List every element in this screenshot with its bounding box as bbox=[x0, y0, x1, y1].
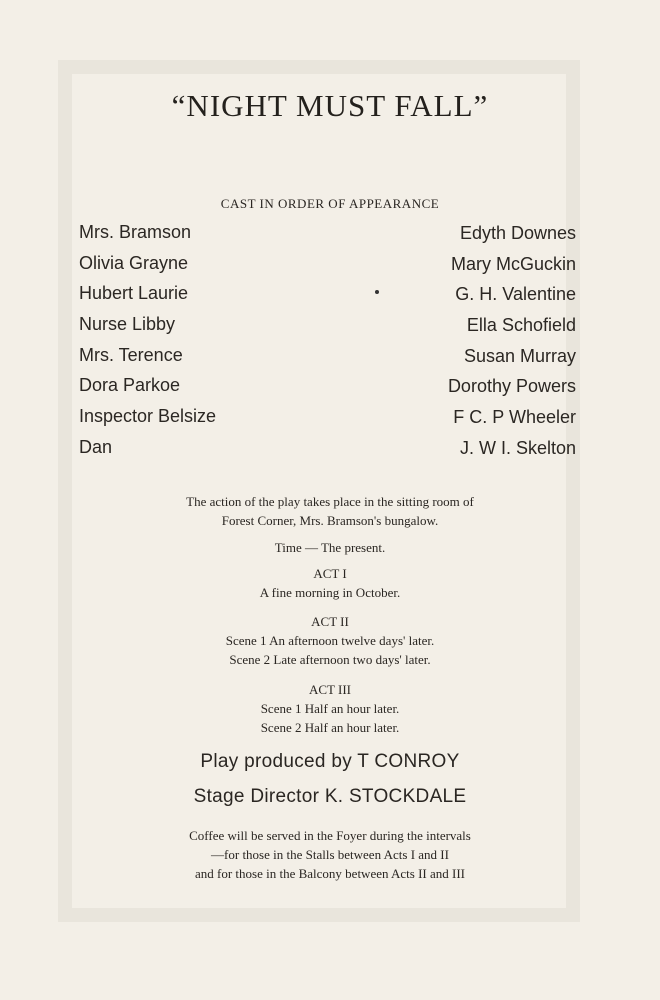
setting-block bbox=[0, 492, 660, 530]
cast-row bbox=[0, 283, 660, 314]
cast-actor: Mary McGuckin bbox=[450, 253, 576, 274]
cast-actor: Susan Murray bbox=[463, 345, 576, 366]
cast-actor: Dorothy Powers bbox=[447, 376, 576, 397]
notice-line: —for those in the Stalls between Acts I and II bbox=[211, 847, 449, 862]
cast-row bbox=[0, 437, 660, 468]
scene-line: A fine morning in October. bbox=[259, 585, 401, 600]
act-three bbox=[0, 680, 660, 737]
cast-actor: Edyth Downes bbox=[459, 223, 576, 243]
cast-role: Inspector Belsize bbox=[79, 406, 217, 427]
act-heading: ACT III bbox=[308, 682, 351, 697]
time-line: Time — The present. bbox=[274, 540, 386, 555]
cast-actor: F C. P Wheeler bbox=[453, 407, 576, 428]
scene-line: Scene 2 Late afternoon two days' later. bbox=[229, 652, 431, 667]
cast-role: Dan bbox=[79, 436, 113, 457]
coffee-notice bbox=[0, 826, 660, 883]
ink-dot bbox=[375, 290, 379, 294]
setting-line: The action of the play takes place in the sitting room of bbox=[186, 494, 474, 509]
stage-director-credit: Stage Director K. STOCKDALE bbox=[193, 786, 467, 807]
act-two bbox=[0, 612, 660, 669]
notice-line: Coffee will be served in the Foyer during the intervals bbox=[189, 828, 471, 843]
act-one bbox=[0, 564, 660, 602]
cast-row bbox=[0, 222, 660, 253]
cast-role: Hubert Laurie bbox=[79, 283, 189, 304]
scene-line: Scene 1 An afternoon twelve days' later. bbox=[225, 633, 435, 648]
cast-role: Nurse Libby bbox=[79, 314, 176, 335]
cast-row bbox=[0, 406, 660, 437]
act-heading: ACT I bbox=[313, 566, 347, 581]
cast-row bbox=[0, 253, 660, 284]
cast-heading: CAST IN ORDER OF APPEARANCE bbox=[220, 196, 440, 211]
cast-actor: J. W I. Skelton bbox=[459, 437, 576, 458]
cast-role: Mrs. Bramson bbox=[79, 222, 192, 242]
cast-row bbox=[0, 375, 660, 406]
act-heading: ACT II bbox=[311, 614, 349, 629]
cast-list bbox=[0, 222, 660, 468]
setting-line: Forest Corner, Mrs. Bramson's bungalow. bbox=[221, 513, 439, 528]
cast-role: Mrs. Terence bbox=[79, 344, 183, 365]
cast-row bbox=[0, 314, 660, 345]
scene-line: Scene 2 Half an hour later. bbox=[260, 720, 400, 735]
cast-actor: Ella Schofield bbox=[466, 315, 576, 336]
scene-line: Scene 1 Half an hour later. bbox=[260, 701, 400, 716]
cast-row bbox=[0, 345, 660, 376]
cast-actor: G. H. Valentine bbox=[455, 284, 576, 305]
cast-role: Dora Parkoe bbox=[79, 375, 181, 396]
producer-credit: Play produced by T CONROY bbox=[200, 751, 460, 772]
play-title: “NIGHT MUST FALL” bbox=[171, 88, 489, 123]
cast-role: Olivia Grayne bbox=[79, 252, 189, 273]
notice-line: and for those in the Balcony between Acts II and III bbox=[194, 866, 466, 881]
